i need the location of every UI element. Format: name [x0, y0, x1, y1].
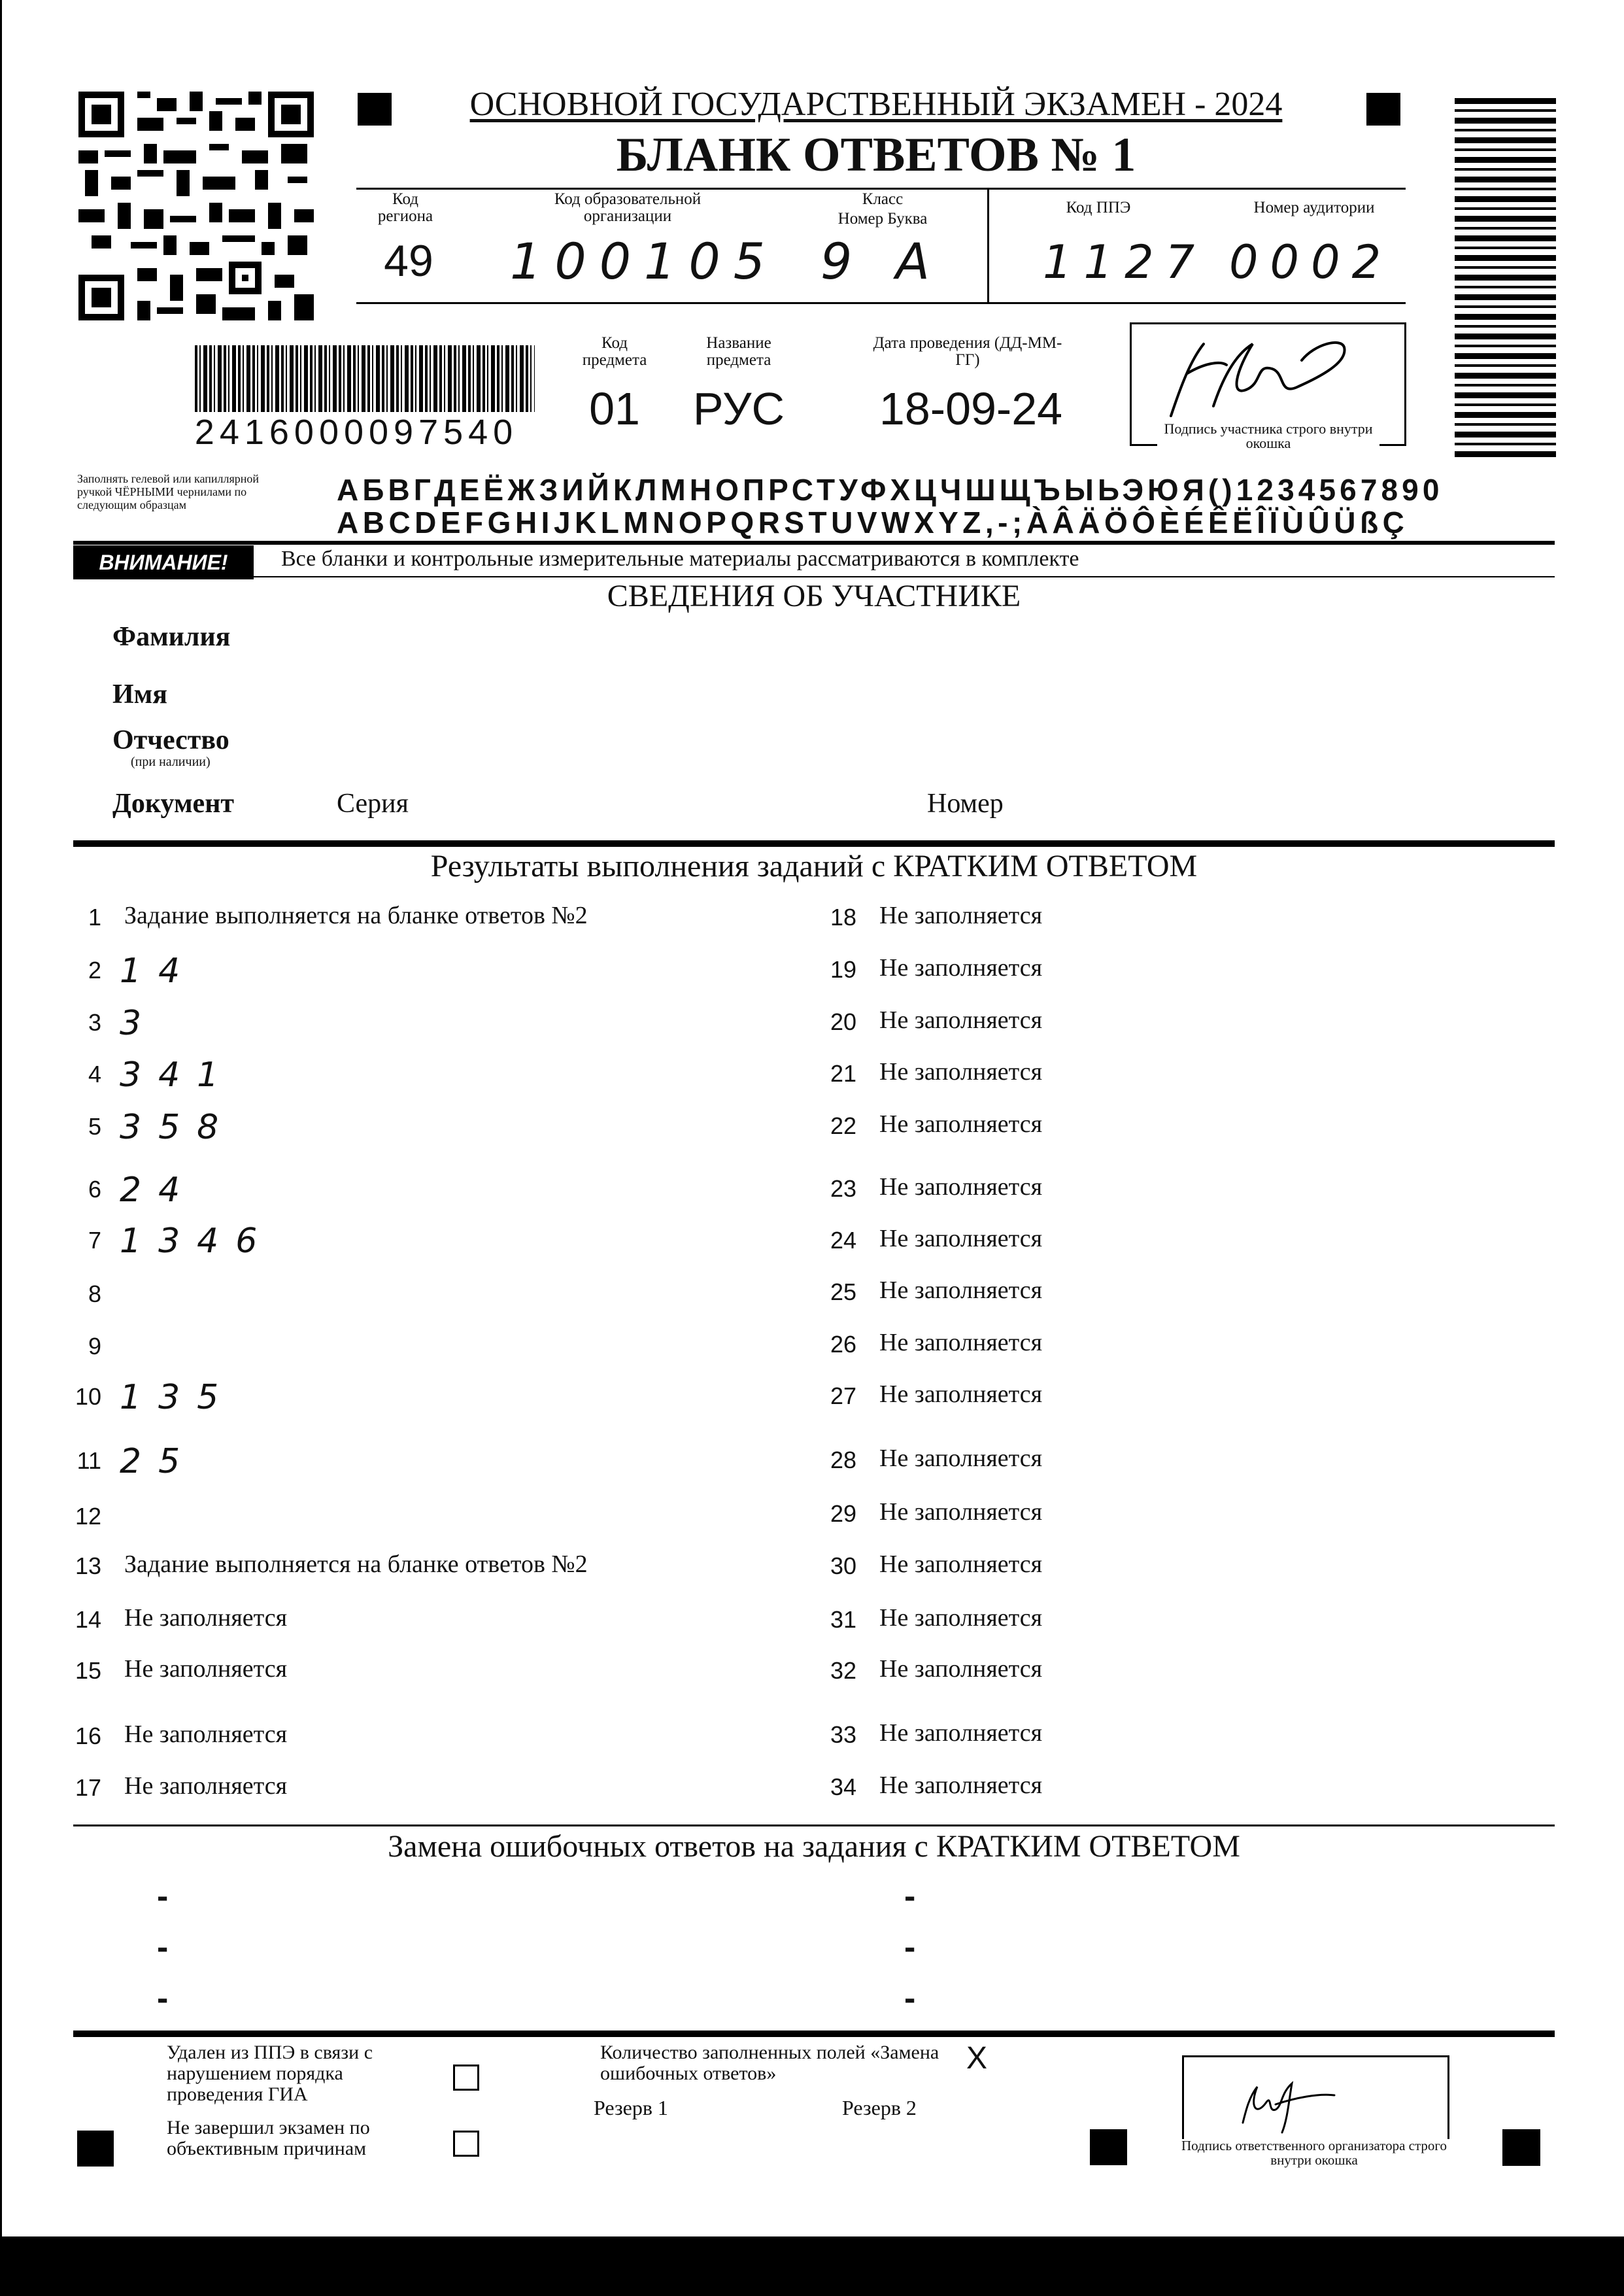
task-answer[interactable]: 1346	[120, 1222, 275, 1261]
qr-code	[78, 92, 314, 320]
sample-latin: ABCDEFGHIJKLMNOPQRSTUVWXYZ,-;ÀÂÄÖÔÈÉÊËÎÏÙÛÜßÇ	[337, 505, 1409, 540]
replacement-slot[interactable]: -	[904, 1877, 916, 1915]
surname-label: Фамилия	[112, 622, 231, 652]
task-note: Не заполняется	[879, 1498, 1043, 1526]
task-number: 20	[830, 1008, 856, 1035]
task-note: Задание выполняется на бланке ответов №2	[124, 902, 588, 929]
region-label: Код региона	[377, 190, 433, 225]
scan-border-bottom	[0, 2236, 1624, 2296]
class-number: 9	[820, 232, 853, 290]
codes-top-rule	[356, 188, 1406, 190]
task-note: Не заполняется	[879, 1329, 1043, 1356]
task-note: Не заполняется	[879, 1655, 1043, 1683]
patronymic-label: Отчество	[112, 725, 229, 755]
task-number: 9	[88, 1333, 101, 1360]
task-note: Не заполняется	[879, 1225, 1043, 1252]
task-note: Не заполняется	[879, 1058, 1043, 1086]
task-number: 3	[88, 1009, 101, 1036]
task-number: 28	[830, 1447, 856, 1473]
document-number-label: Номер	[927, 789, 1004, 819]
replacement-slot[interactable]: -	[904, 1928, 916, 1966]
removed-label: Удален из ППЭ в связи с нарушением порядка проведения ГИА	[167, 2042, 373, 2105]
task-number: 12	[75, 1503, 101, 1530]
task-number: 31	[830, 1606, 856, 1633]
task-number: 4	[88, 1061, 101, 1088]
participant-signature-caption: Подпись участника строго внутри окошка	[1157, 422, 1379, 451]
task-number: 22	[830, 1112, 856, 1139]
task-answer[interactable]: 14	[120, 951, 197, 991]
task-number: 19	[830, 956, 856, 983]
task-answer[interactable]: 341	[120, 1055, 236, 1095]
subject-code-value: 01	[589, 383, 640, 434]
task-number: 8	[88, 1280, 101, 1307]
task-note: Не заполняется	[879, 902, 1043, 929]
task-number: 14	[75, 1606, 101, 1633]
task-answer[interactable]: 358	[120, 1108, 236, 1147]
subject-name-label: Название предмета	[706, 334, 771, 369]
task-note: Не заполняется	[879, 1380, 1043, 1408]
replacement-count-label: Количество заполненных полей «Замена ошибочных ответов»	[600, 2042, 939, 2084]
task-number: 16	[75, 1722, 101, 1749]
organizer-signature-box[interactable]	[1182, 2055, 1449, 2139]
task-number: 11	[76, 1447, 101, 1474]
corner-marker-bottom-left	[77, 2131, 114, 2167]
participant-signature	[1132, 324, 1404, 422]
task-note: Не заполняется	[879, 1604, 1043, 1632]
task-note: Не заполняется	[124, 1772, 288, 1800]
class-label-bottom: Номер Буква	[837, 210, 928, 228]
exam-date-value: 18-09-24	[879, 383, 1063, 434]
task-note: Не заполняется	[879, 1173, 1043, 1201]
task-number: 26	[830, 1331, 856, 1358]
subject-code-label: Код предмета	[582, 334, 647, 369]
results-rule-top	[73, 840, 1555, 847]
task-number: 2	[88, 957, 101, 984]
patronymic-note: (при наличии)	[131, 755, 211, 769]
warning-text: Все бланки и контрольные измерительные материалы рассматриваются в комплекте	[281, 547, 1079, 571]
task-number: 34	[830, 1773, 856, 1800]
replacement-count-value[interactable]: X	[966, 2041, 988, 2076]
task-note: Не заполняется	[124, 1655, 288, 1683]
task-number: 1	[88, 904, 101, 931]
task-note: Не заполняется	[879, 1277, 1043, 1304]
task-number: 24	[830, 1227, 856, 1254]
replacement-slot[interactable]: -	[157, 1928, 169, 1966]
linear-barcode	[195, 345, 535, 417]
task-number: 17	[75, 1774, 101, 1801]
task-number: 7	[88, 1227, 101, 1254]
corner-marker-top-left	[358, 93, 392, 126]
warning-rule-top	[73, 541, 1555, 545]
not-finished-checkbox[interactable]	[453, 2131, 479, 2157]
task-answer[interactable]: 25	[120, 1442, 197, 1481]
form-subtitle: БЛАНК ОТВЕТОВ № 1	[616, 128, 1136, 182]
task-number: 6	[88, 1176, 101, 1203]
room-value: 0002	[1229, 235, 1393, 289]
class-label-top: Класс	[862, 190, 904, 208]
corner-marker-top-right	[1366, 93, 1400, 126]
replacement-section-title: Замена ошибочных ответов на задания с КРАТКИМ ОТВЕТОМ	[388, 1829, 1240, 1864]
task-answer[interactable]: 3	[120, 1004, 159, 1043]
reserve-2: Резерв 2	[842, 2096, 917, 2119]
task-note: Не заполняется	[879, 954, 1043, 982]
task-number: 32	[830, 1657, 856, 1684]
warning-rule-bottom	[254, 576, 1555, 577]
warning-badge: ВНИМАНИЕ!	[73, 545, 254, 579]
org-value: 100105	[510, 232, 779, 290]
corner-marker-bottom-right	[1502, 2129, 1540, 2166]
task-number: 30	[830, 1552, 856, 1579]
region-value: 49	[384, 236, 433, 286]
task-number: 23	[830, 1175, 856, 1202]
task-note: Не заполняется	[124, 1721, 288, 1748]
document-label: Документ	[112, 789, 235, 819]
task-note: Задание выполняется на бланке ответов №2	[124, 1551, 588, 1578]
class-letter: А	[896, 232, 930, 290]
task-number: 5	[88, 1113, 101, 1140]
task-number: 15	[75, 1657, 101, 1684]
task-number: 33	[830, 1721, 856, 1748]
task-note: Не заполняется	[879, 1551, 1043, 1578]
task-note: Не заполняется	[879, 1719, 1043, 1747]
task-number: 10	[75, 1383, 101, 1410]
removed-checkbox[interactable]	[453, 2065, 479, 2091]
task-note: Не заполняется	[879, 1110, 1043, 1138]
replacement-rule-top	[73, 1825, 1555, 1826]
replacement-slot[interactable]: -	[157, 1979, 169, 2017]
room-label: Номер аудитории	[1253, 199, 1375, 216]
task-number: 25	[830, 1278, 856, 1305]
task-number: 21	[830, 1060, 856, 1087]
subject-name-value: РУС	[692, 383, 785, 434]
exam-date-label: Дата проведения (ДД-ММ-ГГ)	[873, 334, 1062, 369]
series-label: Серия	[337, 789, 409, 819]
task-number: 29	[830, 1500, 856, 1527]
sample-instruction: Заполнять гелевой или капиллярной ручкой ЧЁРНЫМИ чернилами по следующим образцам	[77, 472, 259, 511]
task-note: Не заполняется	[879, 1445, 1043, 1472]
task-number: 27	[830, 1382, 856, 1409]
task-answer[interactable]: 24	[120, 1171, 197, 1210]
organizer-signature	[1184, 2057, 1447, 2139]
name-label: Имя	[112, 679, 167, 710]
reserve-1: Резерв 1	[594, 2096, 668, 2119]
codes-divider	[987, 190, 989, 302]
footer-rule	[73, 2030, 1555, 2037]
task-number: 18	[830, 904, 856, 931]
replacement-slot[interactable]: -	[904, 1979, 916, 2017]
ppe-value: 1127	[1043, 235, 1207, 289]
side-stripe-barcode	[1455, 98, 1556, 458]
task-number: 13	[75, 1552, 101, 1579]
participant-section-title: СВЕДЕНИЯ ОБ УЧАСТНИКЕ	[607, 579, 1021, 613]
organizer-signature-caption: Подпись ответственного организатора строго внутри окошка	[1181, 2138, 1447, 2168]
exam-title: ОСНОВНОЙ ГОСУДАРСТВЕННЫЙ ЭКЗАМЕН - 2024	[469, 86, 1283, 123]
task-answer[interactable]: 135	[120, 1378, 236, 1417]
barcode-number: 2416000097540	[167, 412, 546, 453]
replacement-slot[interactable]: -	[157, 1877, 169, 1915]
org-label: Код образовательной организации	[554, 190, 702, 225]
sample-cyrillic: АБВГДЕЁЖЗИЙКЛМНОПРСТУФХЦЧШЩЪЫЬЭЮЯ()1234567890	[337, 473, 1444, 507]
scan-border-left	[0, 0, 2, 2296]
results-section-title: Результаты выполнения заданий с КРАТКИМ ОТВЕТОМ	[430, 849, 1198, 883]
task-note: Не заполняется	[879, 1006, 1043, 1034]
ppe-label: Код ППЭ	[1066, 199, 1131, 216]
corner-marker-bottom-center	[1090, 2129, 1127, 2165]
task-note: Не заполняется	[879, 1772, 1043, 1799]
codes-bottom-rule	[356, 302, 1406, 304]
task-note: Не заполняется	[124, 1604, 288, 1632]
not-finished-label: Не завершил экзамен по объективным причинам	[167, 2117, 370, 2159]
